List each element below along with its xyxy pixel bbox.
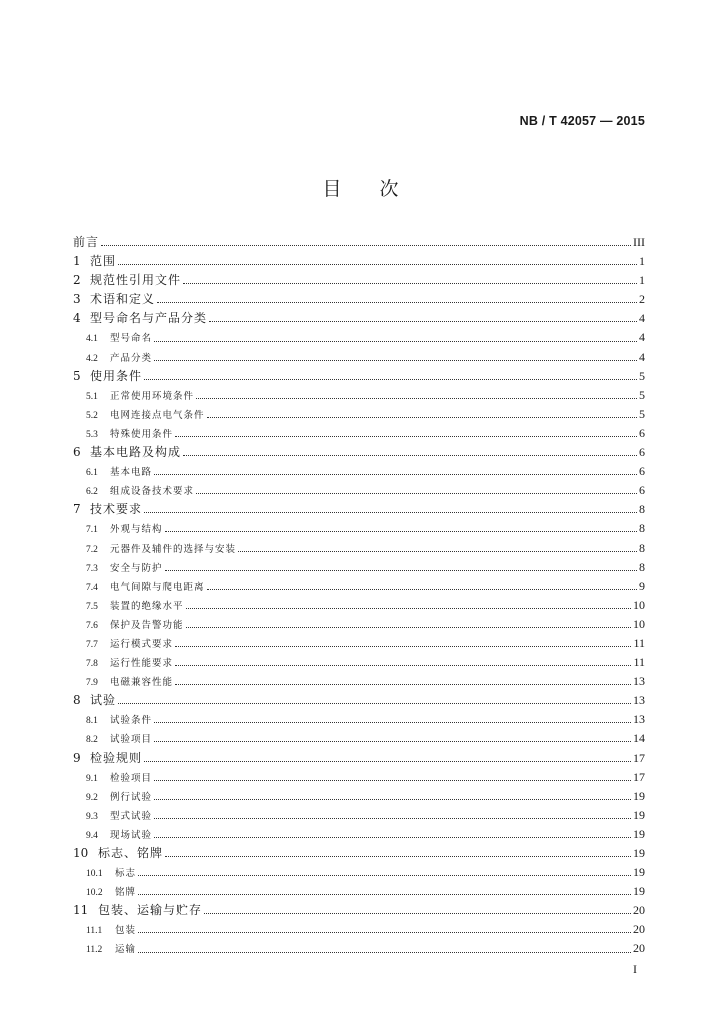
toc-leader-dots [196,493,637,494]
toc-leader-dots [154,722,631,723]
toc-entry[interactable] [73,558,645,577]
toc-entry-page: 11 [633,655,645,670]
toc-entry-number: 9.2 [86,792,98,803]
toc-entry-number: 7.8 [86,659,98,670]
toc-entry-number: 11 [73,903,89,918]
toc-entry-page: 5 [639,368,645,383]
toc-entry[interactable] [73,577,645,596]
toc-leader-dots [165,531,637,532]
toc-entry-number: 8.2 [86,735,98,746]
toc-entry[interactable] [73,806,645,825]
toc-entry-number: 7.6 [86,620,98,631]
toc-entry-title: 检验规则 [90,750,143,765]
toc-leader-dots [144,379,637,380]
toc-entry-title: 型号命名与产品分类 [90,311,208,326]
toc-entry-page: 19 [633,826,645,841]
toc-entry-page: 13 [633,712,645,727]
toc-entry[interactable] [73,901,645,920]
toc-entry-number: 7.5 [86,601,98,612]
toc-entry[interactable] [73,825,645,844]
toc-entry-title: 装置的绝缘水平 [110,600,184,612]
toc-entry-title: 电气间隙与爬电距离 [110,581,205,593]
toc-entry[interactable] [73,348,645,367]
toc-entry-page: 10 [633,616,645,631]
toc-entry[interactable] [73,653,645,672]
toc-leader-dots [138,894,631,895]
toc-entry[interactable] [73,481,645,500]
toc-leader-dots [175,665,631,666]
toc-entry-page: 14 [633,731,645,746]
toc-entry[interactable] [73,615,645,634]
toc-entry-page: 17 [633,750,645,765]
toc-entry-number: 5.3 [86,429,98,440]
toc-entry[interactable] [73,729,645,748]
toc-leader-dots [207,589,637,590]
toc-entry-title: 范围 [90,254,117,269]
toc-leader-dots [101,245,631,246]
toc-entry[interactable] [73,424,645,443]
toc-entry[interactable] [73,920,645,939]
toc-entry[interactable] [73,939,645,958]
toc-entry-number: 5.1 [86,391,98,402]
toc-entry[interactable] [73,443,645,462]
toc-entry[interactable] [73,596,645,615]
toc-entry-number: 7.3 [86,563,98,574]
toc-entry-title: 组成设备技术要求 [110,486,195,498]
toc-entry-number: 6.1 [86,468,98,479]
toc-entry-number: 10.1 [86,869,103,880]
toc-entry-title: 试验项目 [110,734,153,746]
toc-entry[interactable] [73,500,645,519]
toc-leader-dots [154,741,631,742]
toc-entry-number: 7.2 [86,544,98,555]
toc-entry-page: 19 [633,807,645,822]
toc-entry-title: 外观与结构 [110,524,163,536]
toc-entry-number: 9.4 [86,830,98,841]
toc-leader-dots [154,818,631,819]
toc-entry[interactable] [73,691,645,710]
toc-entry-number: 2 [73,273,81,288]
toc-entry-title: 现场试验 [110,829,153,841]
toc-leader-dots [207,417,637,418]
toc-leader-dots [154,360,637,361]
toc-entry-title: 试验 [90,693,117,708]
toc-entry-number: 8 [73,693,81,708]
toc-entry-title: 运行性能要求 [110,658,174,670]
toc-entry-number: 8.1 [86,716,98,727]
toc-entry[interactable] [73,405,645,424]
toc-entry-number: 4 [73,311,81,326]
toc-entry-title: 使用条件 [90,368,143,383]
toc-entry-page: 8 [639,559,645,574]
toc-entry-number: 1 [73,254,81,269]
toc-entry-page: 4 [639,349,645,364]
toc-entry-number: 6 [73,445,81,460]
toc-leader-dots [154,474,637,475]
toc-leader-dots [165,856,631,857]
toc-entry-title: 电磁兼容性能 [110,677,174,689]
toc-entry[interactable] [73,462,645,481]
toc-entry-title: 型式试验 [110,810,153,822]
standard-code: NB / T 42057 — 2015 [519,114,645,128]
toc-entry[interactable] [73,233,645,252]
toc-entry-page: III [633,235,645,249]
toc-leader-dots [204,913,631,914]
toc-entry-title: 元器件及辅件的选择与安装 [110,543,237,555]
page-number: I [633,962,637,976]
toc-leader-dots [175,684,631,685]
toc-entry[interactable] [73,539,645,558]
toc-entry[interactable] [73,672,645,691]
toc-entry-page: 19 [633,846,645,860]
toc-entry-number: 9 [73,750,81,765]
toc-leader-dots [154,780,631,781]
toc-entry-title: 规范性引用文件 [90,273,182,288]
toc-entry-page: 8 [639,540,645,555]
toc-entry[interactable] [73,290,645,309]
toc-entry[interactable] [73,328,645,347]
toc-entry-page: 13 [633,693,645,708]
toc-entry-title: 标志 [115,868,137,880]
toc-entry-title: 电网连接点电气条件 [110,409,205,421]
toc-entry-number: 9.1 [86,773,98,784]
toc-entry[interactable] [73,367,645,386]
toc-entry-page: 1 [639,273,645,288]
toc-entry-title: 基本电路 [110,467,153,479]
toc-entry-number: 4.2 [86,353,98,364]
toc-entry-title: 包装 [115,925,137,937]
toc-entry[interactable] [73,787,645,806]
toc-entry-number: 10.2 [86,888,103,899]
toc-entry[interactable] [73,710,645,729]
toc-entry-number: 4.1 [86,334,98,345]
toc-entry-title: 术语和定义 [90,292,156,307]
toc-entry-page: 19 [633,788,645,803]
toc-leader-dots [196,398,637,399]
toc-entry-page: 19 [633,865,645,880]
toc-entry-page: 11 [633,635,645,650]
toc-entry-page: 9 [639,578,645,593]
toc-entry-page: 2 [639,292,645,307]
toc-entry-page: 20 [633,941,645,956]
toc-entry-page: 20 [633,922,645,937]
toc-entry[interactable] [73,768,645,787]
toc-entry-title: 试验条件 [110,715,153,727]
toc-entry[interactable] [73,863,645,882]
toc-leader-dots [138,952,631,953]
toc-entry-page: 6 [639,425,645,440]
toc-leader-dots [144,761,631,762]
toc-leader-dots [157,302,637,303]
toc-leader-dots [183,283,637,284]
toc-entry[interactable] [73,634,645,653]
toc-entry-title: 保护及告警功能 [110,619,184,631]
toc-entry-title: 运行模式要求 [110,638,174,650]
toc-entry-page: 13 [633,674,645,689]
toc-leader-dots [118,703,631,704]
toc-leader-dots [154,837,631,838]
toc-entry[interactable] [73,749,645,768]
toc-entry-page: 8 [639,502,645,517]
toc-entry-number: 7 [73,502,81,517]
toc-entry-title: 运输 [115,944,137,956]
toc-entry-page: 17 [633,769,645,784]
toc-entry-number: 7.4 [86,582,98,593]
toc-entry-title: 前言 [73,235,100,249]
toc-leader-dots [138,932,631,933]
toc-entry[interactable] [73,844,645,863]
toc-leader-dots [138,875,631,876]
page-title: 目次 [322,178,437,200]
toc-entry[interactable] [73,882,645,901]
toc-entry-title: 基本电路及构成 [90,445,182,460]
toc-entry-number: 9.3 [86,811,98,822]
toc-entry-number: 11.2 [86,945,103,956]
toc-entry[interactable] [73,519,645,538]
toc-entry-page: 19 [633,884,645,899]
toc-entry-number: 7.1 [86,525,98,536]
toc-entry-page: 1 [639,254,645,269]
toc-entry[interactable] [73,271,645,290]
toc-entry-page: 5 [639,387,645,402]
toc-entry-title: 例行试验 [110,791,153,803]
toc-entry-number: 6.2 [86,487,98,498]
toc-entry-number: 5 [73,368,81,383]
toc-entry-number: 5.2 [86,410,98,421]
toc-entry-page: 6 [639,464,645,479]
toc-entry-page: 6 [639,445,645,460]
toc-entry[interactable] [73,309,645,328]
toc-entry-number: 7.9 [86,678,98,689]
toc-leader-dots [209,321,637,322]
toc-entry-number: 7.7 [86,639,98,650]
toc-entry-page: 10 [633,597,645,612]
toc-entry-number: 3 [73,292,81,307]
toc-entry-page: 5 [639,406,645,421]
toc-entry-title: 型号命名 [110,333,153,345]
toc-entry-page: 20 [633,903,645,918]
toc-entry-title: 检验项目 [110,772,153,784]
toc-entry-title: 铭牌 [115,887,137,899]
toc-leader-dots [175,646,631,647]
toc-entry[interactable] [73,386,645,405]
toc-entry-title: 安全与防护 [110,562,163,574]
toc-leader-dots [183,455,637,456]
toc-entry-page: 8 [639,521,645,536]
toc-leader-dots [154,341,637,342]
toc-entry-title: 正常使用环境条件 [110,390,195,402]
toc-leader-dots [144,512,637,513]
toc-entry-number: 11.1 [86,926,103,937]
toc-entry-page: 4 [639,330,645,345]
toc-entry-title: 包装、运输与贮存 [98,903,203,918]
toc-leader-dots [238,551,637,552]
toc-entry-page: 4 [639,311,645,326]
toc-entry-title: 产品分类 [110,352,153,364]
toc-leader-dots [165,570,637,571]
toc-leader-dots [186,627,631,628]
toc-entry-title: 标志、铭牌 [98,846,164,860]
toc-entry-number: 10 [73,846,89,860]
table-of-contents [73,233,645,959]
toc-leader-dots [186,608,631,609]
toc-leader-dots [154,799,631,800]
toc-entry-title: 技术要求 [90,502,143,517]
toc-leader-dots [118,264,637,265]
toc-leader-dots [175,436,637,437]
toc-entry[interactable] [73,252,645,271]
toc-entry-title: 特殊使用条件 [110,428,174,440]
toc-entry-page: 6 [639,483,645,498]
